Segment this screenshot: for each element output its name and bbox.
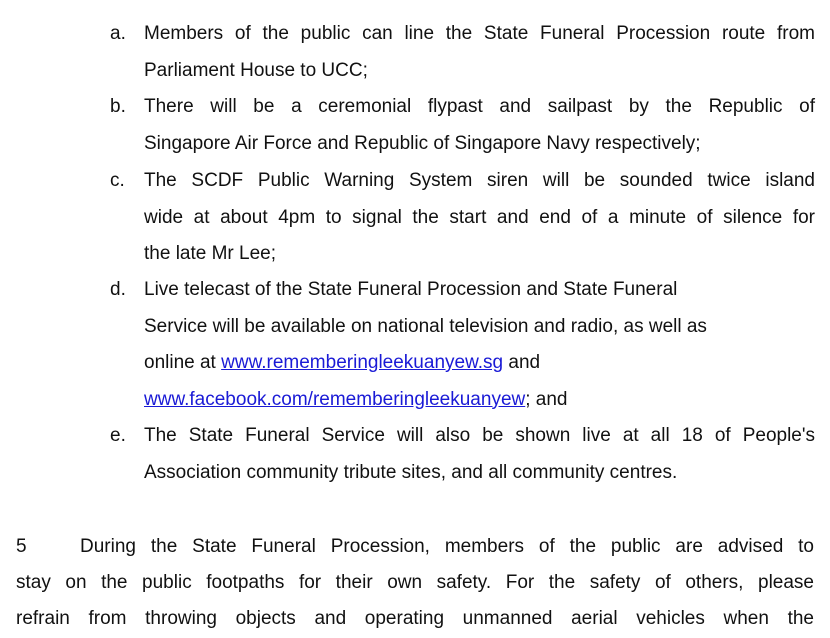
list-marker: a. [110,23,126,44]
text-fragment: online at [144,352,222,373]
text-line [144,382,815,419]
list-item-text [144,272,815,418]
text-line: The SCDF Public Warning System siren will be sounded twice island [144,170,815,191]
text-line: stay on the public footpaths for their own safety. For the safety of others, please [16,572,814,593]
list-marker: d. [110,279,126,300]
list-marker: e. [110,425,126,446]
list-marker: c. [110,170,125,191]
facebook-link[interactable]: www.facebook.com/rememberingleekuanyew [144,388,526,410]
list-marker: b. [110,96,126,117]
list-item-text [144,89,815,162]
text-line: refrain from throwing objects and operating unmanned aerial vehicles when the [16,608,814,629]
text-fragment: and [503,352,541,373]
text-line: Parliament House to UCC; [144,59,368,81]
text-line [144,345,815,382]
text-line: The State Funeral Service will also be shown live at all 18 of People's [144,425,815,446]
rememberingleekuanyew-link[interactable]: www.rememberingleekuanyew.sg [221,352,504,373]
text-line: Singapore Air Force and Republic of Singapore Navy respectively; [144,132,701,154]
text-line: There will be a ceremonial flypast and sailpast by the Republic of [144,96,815,117]
text-line: Association community tribute sites, and all community centres. [144,461,678,483]
text-line: During the State Funeral Procession, members of the public are advised to [80,536,814,557]
text-line: Members of the public can line the State Funeral Procession route from [144,23,815,44]
list-item-text [144,418,815,491]
text-line: the late Mr Lee; [144,243,277,264]
text-line: Service will be available on national television and radio, as well as [144,315,707,337]
paragraph-number: 5 [16,536,27,557]
list-item-text [144,163,815,273]
text-fragment: ; and [525,388,568,410]
list-item-text [144,16,815,89]
text-line: Live telecast of the State Funeral Procession and State Funeral [144,279,678,300]
text-line: wide at about 4pm to signal the start and end of a minute of silence for [144,206,815,228]
